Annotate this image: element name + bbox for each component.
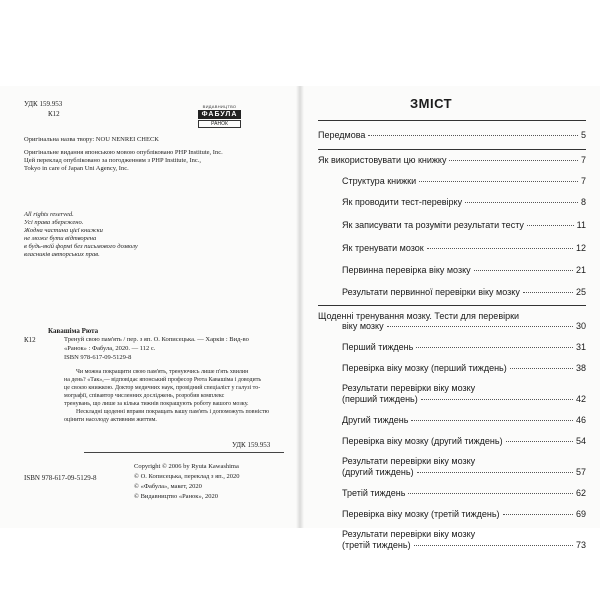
toc-entry-title: Другий тиждень (342, 415, 409, 425)
rights-line: Жодна частина цієї книжки (24, 227, 103, 234)
toc-entry[interactable] (342, 415, 586, 428)
biblio-isbn: ISBN 978-617-09-5129-8 (64, 354, 132, 361)
original-pub-line: Оригінальне видання японською мовою опубліковано PHP Institute, Inc. (24, 149, 223, 156)
rights-line: Усі права збережено. (24, 219, 84, 226)
toc-entry-line[interactable]: Результати перевірки віку мозку (342, 529, 476, 539)
toc-title: ЗМІСТ (410, 96, 453, 111)
toc-entry-page: 54 (575, 436, 586, 446)
copyright-line: Copyright © 2006 by Ryuta Kawashima (134, 463, 239, 470)
leader-dots (411, 420, 573, 421)
original-pub-line: Tokyo in care of Japan Uni Agency, Inc. (24, 165, 129, 172)
isbn: ISBN 978-617-09-5129-8 (24, 474, 97, 482)
toc-entry[interactable] (342, 197, 586, 210)
toc-entry-title: Структура книжки (342, 176, 417, 186)
toc-entry-title: Перший тиждень (342, 342, 414, 352)
annotation-line: тренувань, що лише за кілька тижнів покращують роботу вашого мозку. (64, 401, 249, 407)
rights-line: власників авторських прав. (24, 251, 100, 258)
toc-entry[interactable] (342, 342, 586, 355)
leader-dots (465, 202, 578, 203)
toc-entry-title: Перевірка віку мозку (третій тиждень) (342, 509, 500, 519)
toc-entry[interactable] (342, 220, 586, 233)
toc-entry-page: 73 (575, 540, 586, 550)
copyright-line: © Видавництво «Ранок», 2020 (134, 493, 218, 500)
leader-dots (408, 493, 573, 494)
annotation-line: це своєю книжкою. Доктор медичних наук, провідний спеціаліст у галузі то- (64, 385, 261, 391)
annotation-line: на день? «Так»,— відповідає японський професор Рюта Кавашіма і доводить (64, 377, 262, 383)
library-index-entry: К12 (24, 336, 36, 344)
toc-entry[interactable] (342, 176, 586, 189)
toc-entry[interactable] (342, 363, 586, 376)
copyright-line: © «Фабула», макет, 2020 (134, 483, 202, 490)
udk-code-bottom: УДК 159.953 (232, 441, 271, 449)
logo-caption: ВИДАВНИЦТВО (202, 104, 237, 109)
toc-entry-page: 42 (575, 394, 586, 404)
leader-dots (368, 135, 578, 136)
toc-section-training-line[interactable]: Щоденні тренування мозку. Тести для перевірки (318, 311, 520, 321)
leader-dots (414, 545, 573, 546)
toc-entry[interactable] (342, 436, 586, 449)
leader-dots (419, 181, 578, 182)
rights-line: в будь-якій формі без письмового дозволу (24, 243, 138, 250)
toc-entry-title: Як записувати та розуміти результати тесту (342, 220, 524, 230)
toc-entry-title: Третій тиждень (342, 488, 406, 498)
toc-entry[interactable] (342, 488, 586, 501)
leader-dots (421, 399, 573, 400)
biblio-line: «Ранок» : Фабула, 2020. — 112 с. (64, 345, 156, 352)
toc-entry-title: Як проводити тест-перевірку (342, 197, 463, 207)
toc-entry-page: 12 (575, 243, 586, 253)
toc-entry[interactable] (342, 509, 586, 522)
toc-entry-page: 62 (575, 488, 586, 498)
logo-wordmark: ФАБУЛА (198, 110, 241, 119)
original-title: Оригінальна назва твору: NOU NENREI CHECK (24, 136, 160, 143)
toc-section-usage[interactable] (318, 155, 586, 168)
divider (318, 120, 586, 121)
toc-entry[interactable] (342, 243, 586, 256)
toc-entry-title: віку мозку (342, 321, 384, 331)
toc-entry-title: Результати первинної перевірки віку мозку (342, 287, 520, 297)
annotation-line: Нескладні щоденні вправи покращать вашу пам'ять і допоможуть повністю (76, 409, 270, 415)
toc-entry-line[interactable]: Результати перевірки віку мозку (342, 383, 476, 393)
toc-entry-title: Передмова (318, 130, 366, 140)
toc-entry-page: 8 (580, 197, 586, 207)
toc-entry-title: Як використовувати цю книжку (318, 155, 447, 165)
leader-dots (527, 225, 574, 226)
divider (84, 452, 284, 453)
toc-entry[interactable] (342, 540, 586, 553)
leader-dots (416, 347, 573, 348)
biblio-line: Тренуй свою пам'ять / пер. з яп. О. Кописецька. — Харків : Вид-во (64, 336, 249, 343)
library-index: К12 (48, 110, 60, 118)
leader-dots (387, 326, 573, 327)
toc-entry-title: Перевірка віку мозку (перший тиждень) (342, 363, 507, 373)
leader-dots (523, 292, 573, 293)
toc-entry-page: 21 (575, 265, 586, 275)
annotation-line: оцінити насолоду активним життям. (64, 417, 157, 423)
copyright-line: © О. Кописецька, переклад з яп., 2020 (134, 473, 240, 480)
toc-entry-page: 5 (580, 130, 586, 140)
toc-entry-page: 11 (576, 220, 586, 230)
toc-entry-page: 7 (580, 176, 586, 186)
toc-entry-page: 31 (575, 342, 586, 352)
toc-entry-page: 69 (575, 509, 586, 519)
publisher-logo (198, 104, 241, 126)
toc-entry[interactable] (342, 287, 586, 300)
logo-sub: РАНОК (198, 120, 241, 128)
divider (318, 149, 586, 150)
toc-entry-page: 25 (575, 287, 586, 297)
toc-entry-line[interactable]: Результати перевірки віку мозку (342, 456, 476, 466)
original-pub-line: Цей переклад опубліковано за погодженням з PHP Institute, Inc., (24, 157, 202, 164)
toc-entry-page: 7 (580, 155, 586, 165)
annotation-line: мографії, співавтор численних досліджень, розробив комплекс (64, 393, 225, 399)
toc-entry[interactable] (342, 394, 586, 407)
toc-entry-preface[interactable] (318, 130, 586, 143)
annotation-line: Чи можна покращити свою пам'ять, тренуючись лише п'ять хвилин (76, 369, 249, 375)
toc-section-training[interactable] (342, 321, 586, 334)
book-spread (0, 86, 600, 550)
toc-entry[interactable] (342, 265, 586, 278)
toc-entry[interactable] (342, 467, 586, 480)
toc-entry-title: Первинна перевірка віку мозку (342, 265, 471, 275)
toc-entry-title: (третій тиждень) (342, 540, 411, 550)
rights-line: не може бути відтворена (24, 235, 97, 242)
leader-dots (417, 472, 573, 473)
leader-dots (427, 248, 573, 249)
udk-code: УДК 159.953 (24, 100, 63, 108)
toc-entry-title: Перевірка віку мозку (другий тиждень) (342, 436, 503, 446)
leader-dots (506, 441, 573, 442)
author-name: Кавашіма Рюта (48, 327, 99, 335)
leader-dots (510, 368, 573, 369)
leader-dots (474, 270, 573, 271)
toc-entry-title: (перший тиждень) (342, 394, 418, 404)
leader-dots (449, 160, 578, 161)
toc-entry-page: 57 (575, 467, 586, 477)
toc-entry-title: (другий тиждень) (342, 467, 414, 477)
toc-entry-page: 30 (575, 321, 586, 331)
divider (318, 305, 586, 306)
toc-entry-page: 38 (575, 363, 586, 373)
imprint-page (0, 86, 300, 528)
toc-entry-page: 46 (575, 415, 586, 425)
rights-line: All rights reserved. (24, 211, 74, 218)
toc-entry-title: Як тренувати мозок (342, 243, 424, 253)
leader-dots (503, 514, 573, 515)
